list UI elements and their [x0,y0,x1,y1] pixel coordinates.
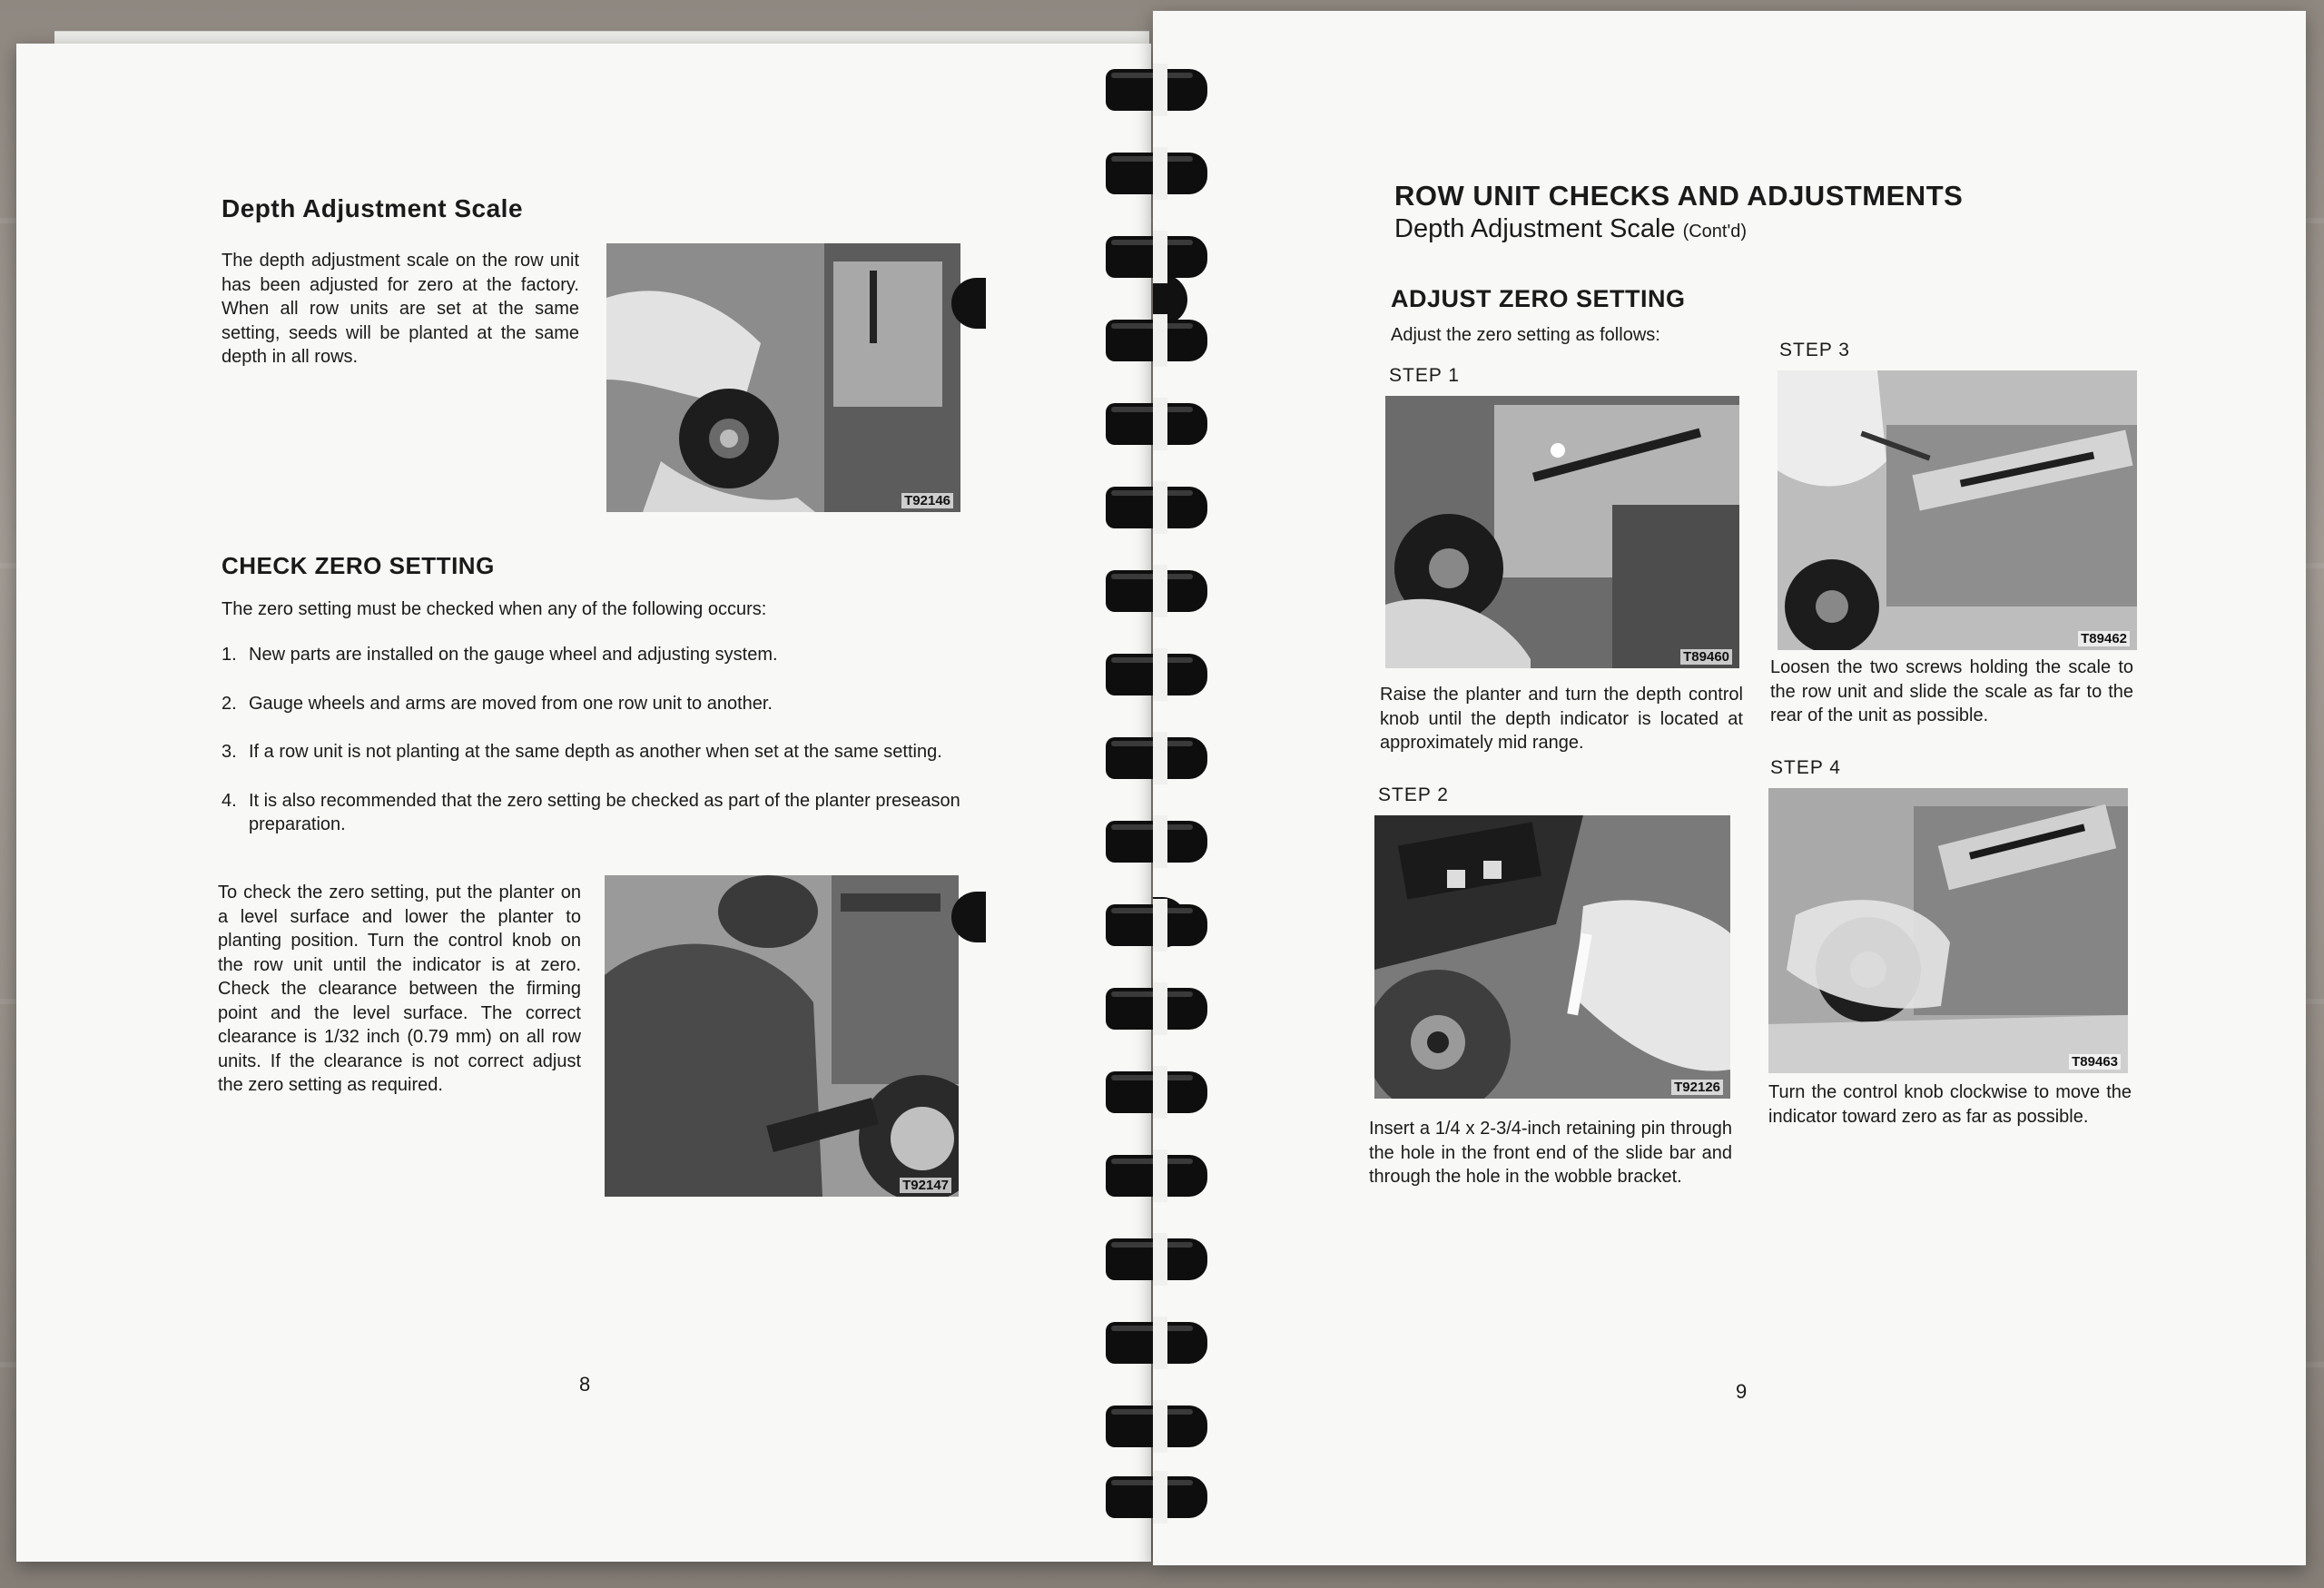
step-2-label: STEP 2 [1378,784,1449,805]
binding-ring [1089,147,1207,200]
list-item-text: Gauge wheels and arms are moved from one row unit to another. [249,693,773,714]
list-item-number: 4. [222,790,237,811]
binding-ring [1089,64,1207,116]
step-4-illustration [1768,788,2128,1073]
numbered-list [222,643,966,837]
step-2-photo [1374,815,1730,1099]
binding-ring [1089,1471,1207,1524]
binding-ring [1089,732,1207,784]
page-right [1153,11,2306,1565]
binding-ring [1089,815,1207,868]
photo-mechanic-illustration [605,875,959,1197]
binding-ring [1089,398,1207,450]
binding-ring [1089,481,1207,534]
photo-caption: T92126 [1671,1080,1723,1095]
list-item [222,643,966,667]
list-item-number: 3. [222,742,237,762]
list-item-text: New parts are installed on the gauge wheel and adjusting system. [249,645,778,665]
list-item-text: If a row unit is not planting at the same depth as another when set at the same setting. [249,742,942,762]
main-title: ROW UNIT CHECKS AND ADJUSTMENTS [1394,180,1964,212]
intro-paragraph: The depth adjustment scale on the row unit has been adjusted for zero at the factory. When all row units are set at the same setting, seeds will be planted at the same depth in all rows. [222,251,579,367]
step-1-label: STEP 1 [1389,365,1460,386]
photo-caption: T92146 [901,493,953,508]
step-3-photo [1777,370,2137,650]
step-4-text: Turn the control knob clockwise to move the indicator toward zero as far as possible. [1768,1082,2132,1127]
photo-caption: T92147 [900,1178,951,1193]
page-number: 8 [579,1373,591,1396]
adjust-zero-title: ADJUST ZERO SETTING [1391,285,1686,312]
photo-caption: T89463 [2069,1054,2121,1070]
subtitle: Depth Adjustment Scale [1394,214,1676,243]
step-3-text: Loosen the two screws holding the scale to the row unit and slide the scale as far to the rear of the unit as possible. [1770,657,2133,725]
step-4-label: STEP 4 [1770,757,1841,778]
check-intro: The zero setting must be checked when any of the following occurs: [222,599,767,619]
binding-ring [1089,1400,1207,1453]
step-3-illustration [1777,370,2137,650]
check-zero-title: CHECK ZERO SETTING [222,552,495,579]
binding-ring [1089,1066,1207,1119]
photo-mechanic [605,875,959,1197]
step-3-label: STEP 3 [1779,340,1850,360]
step-1-text: Raise the planter and turn the depth control knob until the depth indicator is located at approximately mid range. [1380,685,1743,753]
binding-ring [1089,1149,1207,1202]
binding-ring [1089,314,1207,367]
step-1-illustration [1385,396,1739,668]
binding-ring [1089,231,1207,283]
list-item-number: 1. [222,645,237,665]
list-item [222,692,966,716]
list-item [222,789,966,837]
binding-ring [1089,1317,1207,1369]
subtitle-line [1394,214,1747,244]
binding-ring [1089,565,1207,617]
subtitle-suffix: (Cont'd) [1682,222,1748,242]
binding-ring [1089,648,1207,701]
page-left [16,44,1151,1562]
step-2-text: Insert a 1/4 x 2-3/4-inch retaining pin through the hole in the front end of the slide bar and through the hole in the wobble bracket. [1369,1119,1732,1187]
binding-ring [1089,982,1207,1035]
binding-ring [1089,899,1207,952]
procedure-paragraph: To check the zero setting, put the planter on a level surface and lower the planter to planting position. Turn the control knob on the row unit until the indicator is at zero. Check the clearance between the firming point and the level surface. The correct clearance is 1/32 inch (0.79 mm) on all row units. If the clearance is not correct adjust the zero setting as required. [218,883,581,1095]
list-item-text: It is also recommended that the zero setting be checked as part of the planter preseason preparation. [249,790,960,834]
spiral-binding [1089,54,1207,1525]
page-number: 9 [1736,1380,1748,1403]
list-item [222,740,966,764]
step-4-photo [1768,788,2128,1073]
step-2-illustration [1374,815,1730,1099]
step-1-photo [1385,396,1739,668]
section-title: Depth Adjustment Scale [222,194,524,222]
photo-caption: T89462 [2078,631,2130,646]
photo-knob [606,243,960,512]
binding-ring [1089,1233,1207,1286]
photo-caption: T89460 [1680,649,1732,665]
adjust-intro: Adjust the zero setting as follows: [1391,325,1660,345]
photo-knob-illustration [606,243,960,512]
list-item-number: 2. [222,693,237,714]
